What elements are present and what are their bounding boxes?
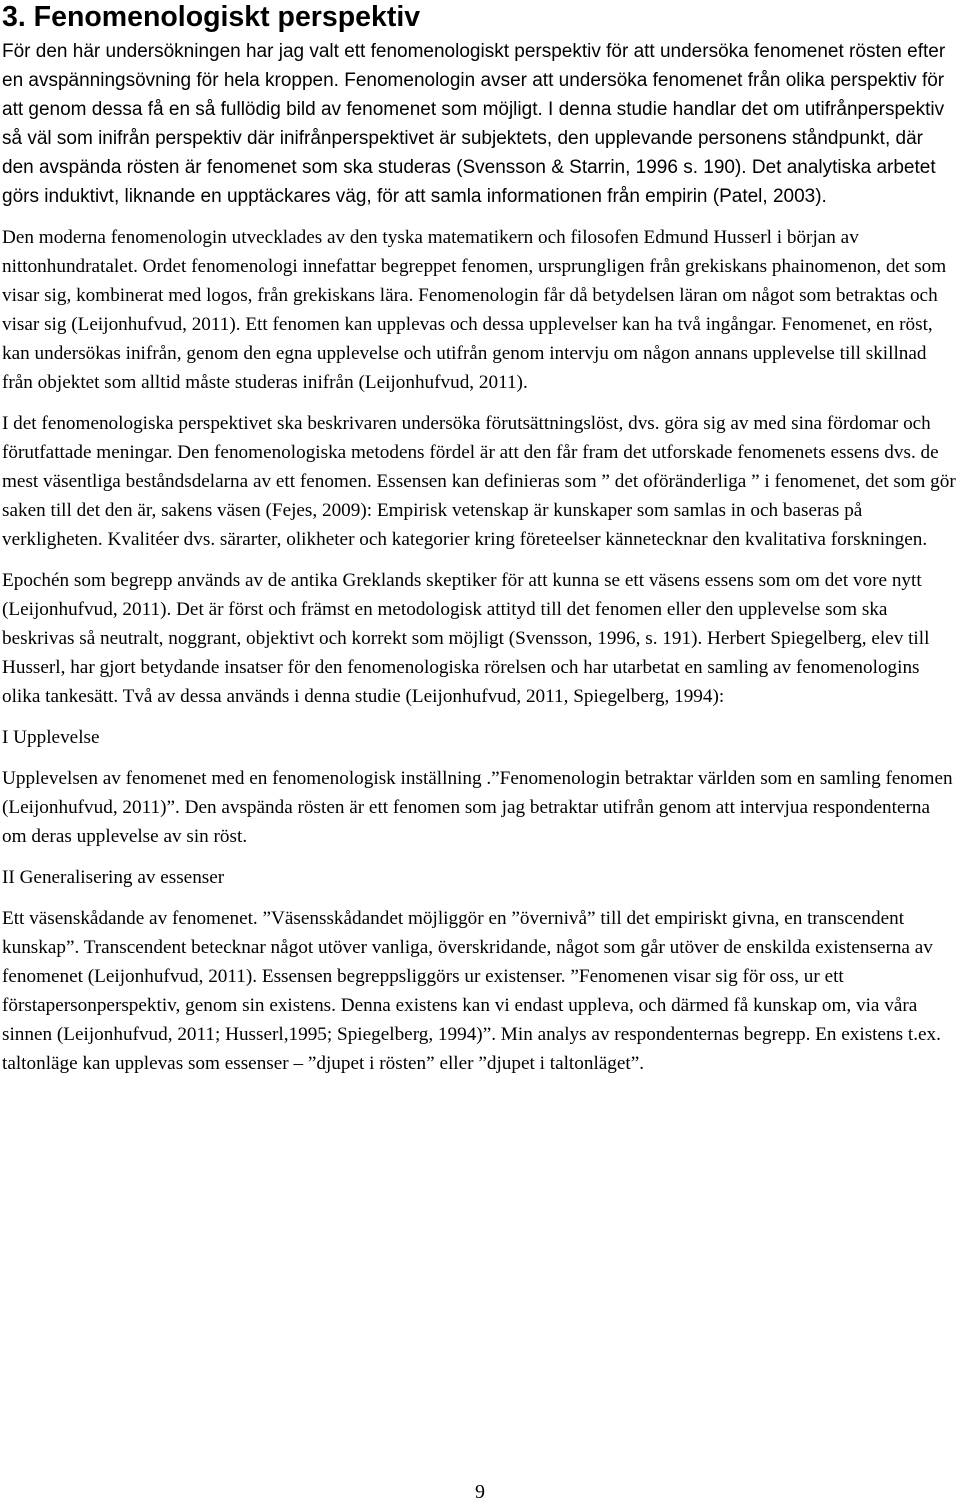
paragraph-generalisering: Ett väsenskådande av fenomenet. ”Väsensskådandet möjliggör en ”övernivå” till det empiriskt givna, en transcendent kunskap”. Transcendent betecknar något utöver vanliga, överskridande, något som går utöver de enskilda existenserna av fenomenet (Leijonhufvud, 2011). Essensen begreppsliggörs ur existenser. ”Fenomenen visar sig för oss, ur ett förstapersonperspektiv, genom sin existens. Denna existens kan vi endast uppleva, och därmed få kunskap om, via våra sinnen (Leijonhufvud, 2011; Husserl,1995; Spiegelberg, 1994)”. Min analys av respondenternas begrepp. En existens t.ex. taltonläge kan upplevas som essenser – ”djupet i rösten” eller ”djupet i taltonläget”. — [2, 908, 941, 1074]
paragraph-epochen: Epochén som begrepp används av de antika Greklands skeptiker för att kunna se ett väsens essens som om det vore nytt (Leijonhufvud, 2011). Det är först och främst en metodologisk attityd till det fenomen eller den upplevelse som ska beskrivas så neutralt, noggrant, objektivt och korrekt som möjligt (Svensson, 1996, s. 191). Herbert Spiegelberg, elev till Husserl, har gjort betydande insatser för den fenomenologiska rörelsen och har utarbetat en samling av fenomenologins olika tankesätt. Två av dessa används i denna studie (Leijonhufvud, 2011, Spiegelberg, 1994): — [2, 570, 930, 707]
subheading-upplevelse: I Upplevelse — [2, 727, 100, 748]
section-heading: 3. Fenomenologiskt perspektiv — [2, 1, 421, 33]
subheading-generalisering: II Generalisering av essenser — [2, 867, 225, 888]
paragraph-essens: I det fenomenologiska perspektivet ska beskrivaren undersöka förutsättningslöst, dvs. göra sig av med sina fördomar och förutfattade meningar. Den fenomenologiska metodens fördel är att den får fram det utforskade fenomenets essens dvs. de mest väsentliga beståndsdelarna av ett fenomen. Essensen kan definieras som ” det oföränderliga ” i fenomenet, det som gör saken till det den är, sakens väsen (Fejes, 2009): Empirisk vetenskap är kunskaper som samlas in och baseras på verkligheten. Kvalitéer dvs. särarter, olikheter och kategorier kring företeelser kännetecknar den kvalitativa forskningen. — [2, 413, 956, 550]
paragraph-upplevelse: Upplevelsen av fenomenet med en fenomenologisk inställning .”Fenomenologin betraktar världen som en samling fenomen (Leijonhufvud, 2011)”. Den avspända rösten är ett fenomen som jag betraktar utifrån genom att intervjua respondenterna om deras upplevelse av sin röst. — [2, 768, 953, 847]
paragraph-intro: För den här undersökningen har jag valt ett fenomenologiskt perspektiv för att undersöka fenomenet rösten efter en avspänningsövning för hela kroppen. Fenomenologin avser att undersöka fenomenet från olika perspektiv för att genom dessa få en så fullödig bild av fenomenet som möjligt. I denna studie handlar det om utifrånperspektiv så väl som inifrån perspektiv där inifrånperspektivet är subjektets, den upplevande personens ståndpunkt, där den avspända rösten är fenomenet som ska studeras (Svensson & Starrin, 1996 s. 190). Det analytiska arbetet görs induktivt, liknande en upptäckares väg, för att samla informationen från empirin (Patel, 2003). — [2, 41, 946, 207]
paragraph-husserl: Den moderna fenomenologin utvecklades av den tyska matematikern och filosofen Edmund Husserl i början av nittonhundratalet. Ordet fenomenologi innefattar begreppet fenomen, ursprungligen från grekiskans phainomenon, det som visar sig, kombinerat med logos, från grekiskans lära. Fenomenologin får då betydelsen läran om något som betraktas och visar sig (Leijonhufvud, 2011). Ett fenomen kan upplevas och dessa upplevelser kan ha två ingångar. Fenomenet, en röst, kan undersökas inifrån, genom den egna upplevelse och utifrån genom intervju om någon annans upplevelse till skillnad från objektet som alltid måste studeras inifrån (Leijonhufvud, 2011). — [2, 227, 947, 393]
page-number: 9 — [475, 1481, 485, 1503]
body-text — [2, 37, 958, 1090]
